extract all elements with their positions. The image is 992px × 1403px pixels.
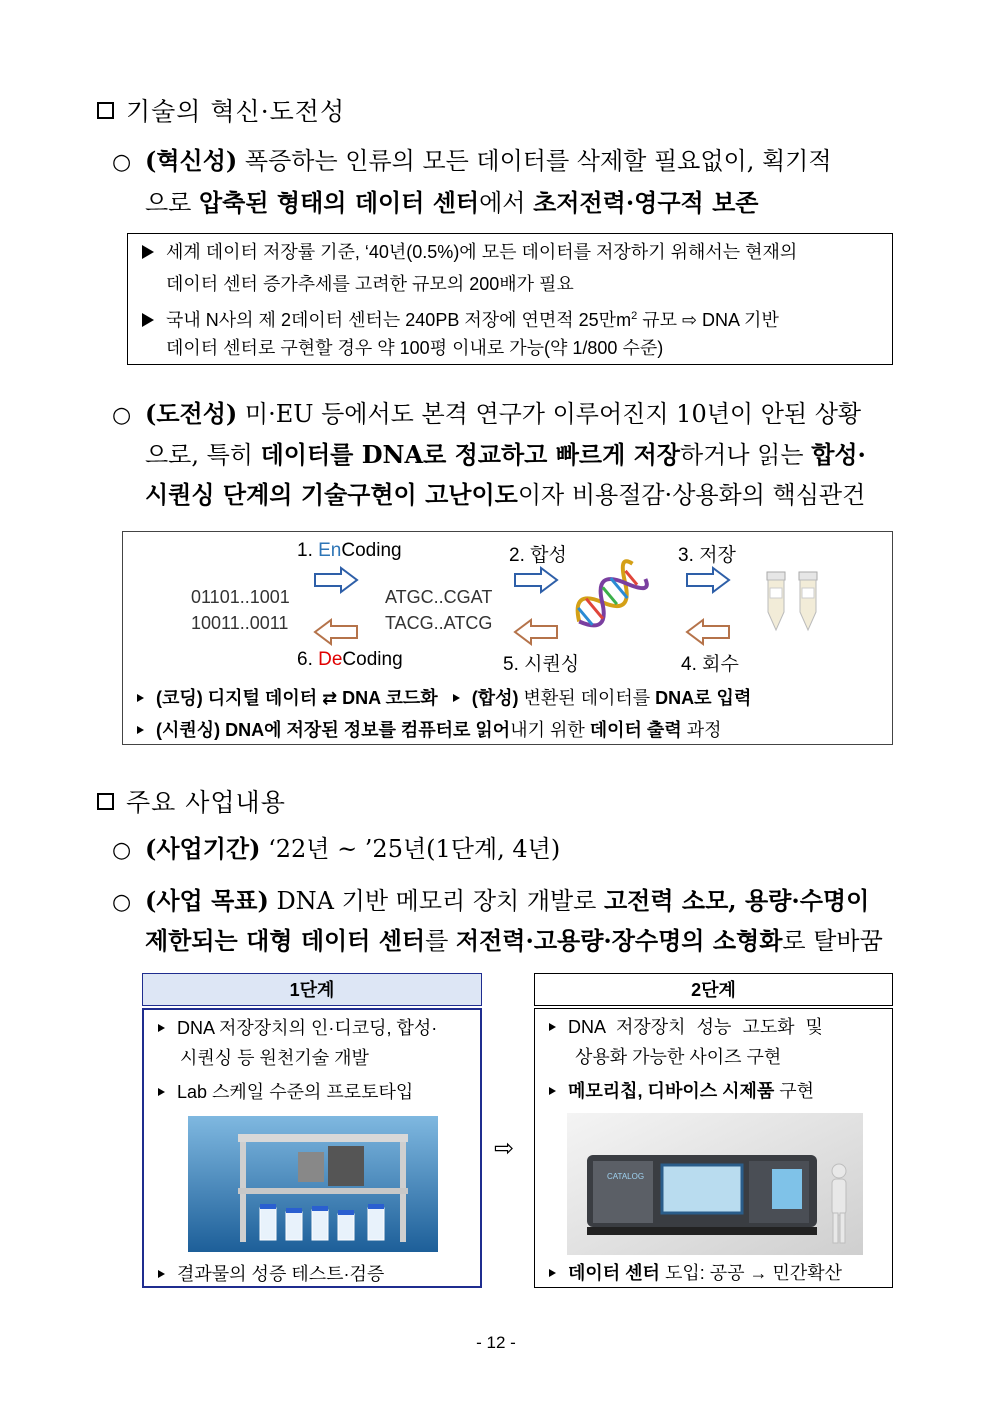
stage1-item-1-cont: 시퀀싱 등 원천기술 개발	[180, 1048, 369, 1068]
circle-bullet-icon: ○	[112, 838, 132, 863]
challenge-line-1: (도전성) 미·EU 등에서도 본격 연구가 이루어진지 10년이 안된 상황	[145, 399, 862, 428]
stage1-item-2: Lab 스케일 수준의 프로토타입	[158, 1076, 413, 1108]
challenge-line-2: 으로, 특히 데이터를 DNA로 정교하고 빠르게 저장하거나 읽는 합성·	[145, 440, 866, 469]
circle-bullet-icon: ○	[112, 150, 132, 175]
small-triangle-bullet-icon	[137, 726, 144, 734]
section-heading-innovation	[97, 92, 345, 128]
innovation-line-2: 으로 압축된 형태의 데이터 센터에서 초저전력·영구적 보존	[145, 188, 759, 217]
forward-arrow-icon	[513, 566, 559, 594]
step-encoding-label: 1. EnCoding	[297, 540, 402, 561]
small-triangle-bullet-icon	[137, 694, 144, 702]
stage1-body	[142, 1008, 482, 1288]
stage1-header: 1단계	[142, 973, 482, 1006]
stage2-item-1: DNA 저장장치 성능 고도화 및	[549, 1011, 889, 1043]
step-synthesis-label: 2. 합성	[509, 545, 567, 566]
stage2-item-1-cont: 상용화 가능한 사이즈 구현	[575, 1047, 782, 1067]
stage2-item-2: 메모리칩, 디바이스 시제품 구현	[549, 1075, 814, 1107]
dna-sequence-code: ATGC..CGAT TACG..ATCG	[385, 587, 493, 633]
business-goal-line-2: 제한되는 대형 데이터 센터를 저전력·고용량·장수명의 소형화로 탈바꿈	[145, 926, 883, 955]
detail-bullet-1-cont: 데이터 센터 증가추세를 고려한 규모의 200배가 필요	[166, 274, 574, 294]
stage1-item-3: 결과물의 성증 테스트·검증	[158, 1258, 384, 1290]
circle-bullet-icon: ○	[112, 890, 132, 915]
detail-bullet-2: 국내 N사의 제 2데이터 센터는 240PB 저장에 연면적 25만$m^2$ 규모 ⇨ DNA 기반	[142, 300, 779, 336]
challenge-line-3: 시퀀싱 단계의 기술구현이 고난이도이자 비용절감·상용화의 핵심관건	[145, 480, 866, 509]
lab-prototype-image	[188, 1116, 438, 1252]
backward-arrow-icon	[313, 618, 359, 646]
step-decoding-label: 6. DeCoding	[297, 649, 403, 670]
stage2-header: 2단계	[534, 973, 893, 1006]
detail-bullet-2-cont: 데이터 센터로 구현할 경우 약 100평 이내로 가능(약 1/800 수준)	[166, 338, 664, 358]
detail-bullet-1: 세계 데이터 저장률 기준, ‘40년(0.5%)에 모든 데이터를 저장하기 위해서는 현재의	[142, 236, 797, 268]
innovation-detail-box	[127, 233, 893, 365]
small-triangle-bullet-icon	[453, 694, 460, 702]
stage1-item-1: DNA 저장장치의 인·디코딩, 합성·	[158, 1012, 437, 1044]
triangle-bullet-icon	[142, 245, 154, 259]
section-title: 기술의 혁신·도전성	[126, 97, 346, 126]
business-period: (사업기간) ‘22년 ~ ’25년(1단계, 4년)	[145, 834, 561, 863]
diagram-note-1: (코딩) 디지털 데이터 ⇄ DNA 코드화 (합성) 변환된 데이터를 DNA로 입력	[137, 682, 751, 714]
svg-text:CATALOG: CATALOG	[607, 1172, 645, 1181]
step-retrieval-label: 4. 회수	[681, 654, 739, 675]
forward-arrow-icon	[685, 566, 731, 594]
checkbox-square-icon	[97, 102, 114, 119]
binary-code: 01101..1001 10011..0011	[191, 587, 290, 633]
dna-process-diagram	[122, 531, 893, 745]
stage-transition-arrow-icon: ⇨	[494, 1134, 515, 1162]
dna-storage-device-image	[567, 1113, 863, 1255]
page-number: - 12 -	[476, 1333, 516, 1352]
forward-arrow-icon	[313, 566, 359, 594]
stage2-item-3: 데이터 센터 도입: 공공 → 민간확산	[549, 1257, 842, 1289]
backward-arrow-icon	[685, 618, 731, 646]
checkbox-square-icon	[97, 793, 114, 810]
section-title: 주요 사업내용	[126, 788, 286, 817]
circle-bullet-icon: ○	[112, 403, 132, 428]
triangle-bullet-icon	[142, 313, 154, 327]
step-sequencing-label: 5. 시퀀싱	[503, 654, 580, 675]
diagram-note-2: (시퀀싱) DNA에 저장된 정보를 컴퓨터로 읽어내기 위한 데이터 출력 과정	[137, 714, 722, 746]
dna-helix-image	[561, 554, 651, 644]
step-storage-label: 3. 저장	[678, 545, 736, 566]
stage2-body	[534, 1008, 893, 1288]
section-heading-business	[97, 783, 286, 819]
backward-arrow-icon	[513, 618, 559, 646]
test-tubes-image	[759, 568, 829, 648]
business-goal-line-1: (사업 목표) DNA 기반 메모리 장치 개발로 고전력 소모, 용량·수명이	[145, 886, 870, 915]
innovation-line-1: (혁신성) 폭증하는 인류의 모든 데이터를 삭제할 필요없이, 획기적	[145, 146, 832, 175]
